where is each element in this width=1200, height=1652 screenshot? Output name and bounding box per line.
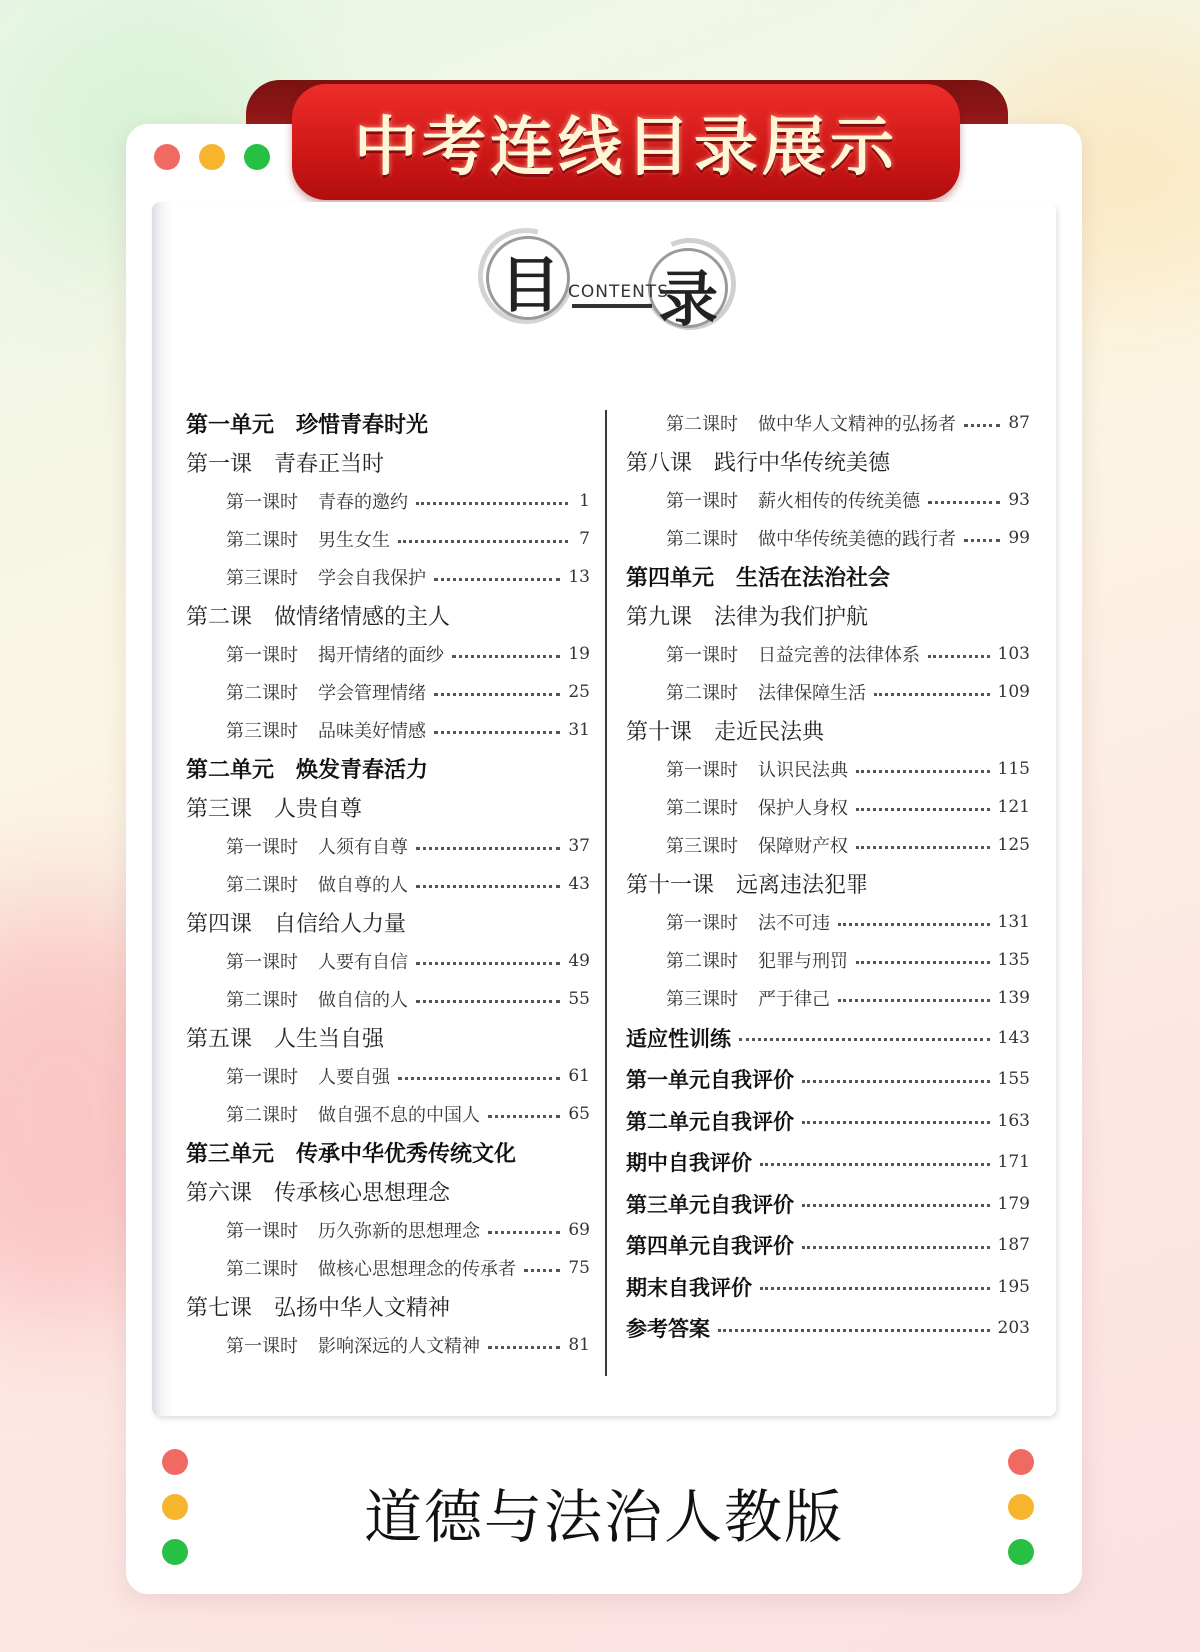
toc-lesson-heading: [186, 596, 590, 635]
unit-label: 第一单元: [186, 413, 275, 438]
toc-entry: [626, 979, 1030, 1017]
toc-entry: [186, 482, 590, 520]
dot-leader: [488, 1115, 560, 1118]
lesson-label: 第三课: [186, 797, 253, 822]
page-number: 7: [579, 529, 590, 549]
lesson-title: 践行中华传统美德: [714, 451, 891, 476]
toc-lesson-heading: [626, 442, 1030, 481]
session-title: 做自尊的人: [318, 875, 408, 896]
session-title: 认识民法典: [758, 760, 848, 781]
lesson-title: 法律为我们护航: [714, 605, 869, 630]
page-number: 55: [568, 989, 590, 1009]
dot-leader: [416, 885, 560, 888]
page-number: 121: [997, 797, 1030, 817]
dot-leader: [856, 808, 990, 811]
toc-entry: [626, 1266, 1030, 1308]
dot-leader: [488, 1346, 560, 1349]
session-title: 揭开情绪的面纱: [318, 645, 444, 666]
page-number: 187: [997, 1235, 1030, 1256]
column-divider: [605, 410, 607, 1376]
dot-leader: [739, 1038, 990, 1041]
dot-leader: [874, 693, 990, 696]
session-label: 第一课时: [226, 492, 298, 513]
toc-entry: [626, 750, 1030, 788]
session-title: 学会管理情绪: [318, 683, 426, 704]
unit-title: 传承中华优秀传统文化: [296, 1142, 517, 1167]
lesson-label: 第一课: [186, 452, 253, 477]
toc-entry: [626, 635, 1030, 673]
page-number: 75: [568, 1258, 590, 1278]
toc-lesson-heading: [186, 1172, 590, 1211]
toc-entry: [626, 1183, 1030, 1225]
dot-leader: [928, 655, 990, 658]
dot-leader: [802, 1080, 990, 1083]
toc-entry: [626, 481, 1030, 519]
page-number: 163: [997, 1110, 1030, 1131]
session-label: 第一课时: [666, 913, 738, 934]
session-title: 做自强不息的中国人: [318, 1105, 480, 1126]
dot-leader: [416, 962, 560, 965]
dot-leader: [434, 578, 560, 581]
page-number: 69: [568, 1220, 590, 1240]
lesson-label: 第二课: [186, 605, 253, 630]
dot-leader: [964, 539, 1000, 542]
dot-leader: [928, 501, 1000, 504]
toc-left-column: [186, 404, 590, 1364]
session-title: 法不可违: [758, 913, 830, 934]
session-label: 第二课时: [666, 951, 738, 972]
dot-leader: [964, 424, 1000, 427]
lesson-title: 做情绪情感的主人: [274, 605, 451, 630]
toc-unit-heading: [186, 749, 590, 788]
session-title: 做核心思想理念的传承者: [318, 1259, 516, 1280]
session-title: 青春的邀约: [318, 492, 408, 513]
dot-leader: [856, 846, 990, 849]
page-number: 43: [568, 874, 590, 894]
banner-title: 中考连线目录展示: [354, 111, 898, 185]
lesson-label: 第七课: [186, 1296, 253, 1321]
footer-subtitle: 道德与法治人教版: [363, 1483, 844, 1551]
session-label: 第三课时: [226, 721, 298, 742]
toc-entry: [186, 558, 590, 596]
session-title: 历久弥新的思想理念: [318, 1221, 480, 1242]
toc-entry: [186, 711, 590, 749]
session-label: 第三课时: [226, 568, 298, 589]
lesson-label: 第四课: [186, 912, 253, 937]
lesson-title: 自信给人力量: [274, 912, 407, 937]
toc-lesson-heading: [186, 1018, 590, 1057]
toc-entry: [626, 1017, 1030, 1059]
page-number: 99: [1008, 528, 1030, 548]
page-number: 131: [997, 912, 1030, 932]
page-number: 61: [568, 1066, 590, 1086]
session-title: 人要有自信: [318, 952, 408, 973]
session-label: 第一课时: [226, 952, 298, 973]
unit-title: 生活在法治社会: [736, 566, 891, 591]
page-number: 93: [1008, 490, 1030, 510]
item-title: 参考答案: [626, 1317, 710, 1342]
dot-leader: [856, 770, 990, 773]
logo-char-left: 目: [500, 251, 560, 321]
toc-entry: [626, 1308, 1030, 1350]
dot-leader: [416, 1000, 560, 1003]
toc-lesson-heading: [186, 443, 590, 482]
page-number: 81: [568, 1335, 590, 1355]
toc-entry: [626, 1100, 1030, 1142]
session-label: 第一课时: [226, 837, 298, 858]
session-label: 第一课时: [226, 1336, 298, 1357]
toc-entry: [626, 903, 1030, 941]
toc-entry: [186, 865, 590, 903]
toc-entry: [626, 519, 1030, 557]
session-label: 第二课时: [226, 683, 298, 704]
dot-leader: [718, 1329, 990, 1332]
item-title: 第三单元自我评价: [626, 1192, 794, 1217]
session-title: 做自信的人: [318, 990, 408, 1011]
session-label: 第一课时: [226, 645, 298, 666]
toc-lesson-heading: [626, 711, 1030, 750]
session-title: 保障财产权: [758, 836, 848, 857]
dot-leader: [452, 655, 560, 658]
lesson-label: 第八课: [626, 451, 693, 476]
session-label: 第二课时: [226, 1259, 298, 1280]
session-label: 第二课时: [226, 1105, 298, 1126]
toc-lesson-heading: [626, 596, 1030, 635]
dot-leader: [398, 1077, 560, 1080]
page-number: 19: [568, 644, 590, 664]
session-label: 第二课时: [666, 683, 738, 704]
toc-entry: [186, 980, 590, 1018]
dot-leader: [838, 923, 990, 926]
session-title: 男生女生: [318, 530, 390, 551]
session-label: 第一课时: [226, 1221, 298, 1242]
session-title: 人须有自尊: [318, 837, 408, 858]
contents-logo: [472, 228, 740, 340]
lesson-label: 第五课: [186, 1027, 253, 1052]
session-label: 第一课时: [666, 645, 738, 666]
session-label: 第一课时: [226, 1067, 298, 1088]
toc-entry: [186, 827, 590, 865]
session-label: 第一课时: [666, 760, 738, 781]
toc-unit-heading: [626, 557, 1030, 596]
dot-leader: [488, 1231, 560, 1234]
session-title: 品味美好情感: [318, 721, 426, 742]
session-title: 犯罪与刑罚: [758, 951, 848, 972]
dot-leader: [760, 1287, 990, 1290]
session-label: 第二课时: [666, 529, 738, 550]
page-number: 143: [997, 1027, 1030, 1048]
session-label: 第三课时: [666, 989, 738, 1010]
session-label: 第二课时: [226, 875, 298, 896]
session-title: 法律保障生活: [758, 683, 866, 704]
toc-lesson-heading: [186, 788, 590, 827]
page-number: 115: [997, 759, 1030, 779]
toc-entry: [186, 1326, 590, 1364]
dot-leader: [838, 999, 990, 1002]
item-title: 期中自我评价: [626, 1151, 752, 1176]
toc-entry: [626, 673, 1030, 711]
dot-leader: [802, 1246, 990, 1249]
page-number: 195: [997, 1276, 1030, 1297]
session-title: 薪火相传的传统美德: [758, 491, 920, 512]
toc-entry: [186, 1249, 590, 1287]
lesson-title: 传承核心思想理念: [274, 1181, 451, 1206]
lesson-title: 走近民法典: [714, 720, 825, 745]
toc-entry: [626, 1059, 1030, 1101]
dot-leader: [524, 1269, 560, 1272]
page-number: 125: [997, 835, 1030, 855]
item-title: 期末自我评价: [626, 1275, 752, 1300]
session-label: 第二课时: [666, 414, 738, 435]
dot-leader: [760, 1163, 990, 1166]
page-number: 31: [568, 720, 590, 740]
logo-english: CONTENTS: [568, 282, 669, 302]
session-label: 第二课时: [666, 798, 738, 819]
page-number: 1: [579, 491, 590, 511]
unit-label: 第四单元: [626, 566, 715, 591]
toc-entry: [186, 942, 590, 980]
session-title: 影响深远的人文精神: [318, 1336, 480, 1357]
unit-label: 第三单元: [186, 1142, 275, 1167]
window-dot-yellow: [199, 144, 225, 170]
lesson-title: 人生当自强: [274, 1027, 385, 1052]
lesson-label: 第九课: [626, 605, 693, 630]
session-title: 做中华传统美德的践行者: [758, 529, 956, 550]
dot-leader: [434, 731, 560, 734]
page-number: 37: [568, 836, 590, 856]
page-number: 139: [997, 988, 1030, 1008]
lesson-label: 第十课: [626, 720, 693, 745]
dot-leader: [802, 1121, 990, 1124]
dot-leader: [398, 540, 568, 543]
toc-lesson-heading: [626, 864, 1030, 903]
dot-leader: [416, 502, 568, 505]
item-title: 第一单元自我评价: [626, 1068, 794, 1093]
toc-entry: [186, 1057, 590, 1095]
dot-leader: [434, 693, 560, 696]
page-number: 49: [568, 951, 590, 971]
lesson-label: 第十一课: [626, 873, 715, 898]
session-title: 做中华人文精神的弘扬者: [758, 414, 956, 435]
logo-char-right: 录: [658, 265, 718, 335]
session-title: 学会自我保护: [318, 568, 426, 589]
page-number: 65: [568, 1104, 590, 1124]
session-title: 人要自强: [318, 1067, 390, 1088]
session-title: 保护人身权: [758, 798, 848, 819]
toc-lesson-heading: [186, 903, 590, 942]
page-number: 179: [997, 1193, 1030, 1214]
dot-leader: [416, 847, 560, 850]
unit-title: 焕发青春活力: [296, 758, 429, 783]
session-label: 第二课时: [226, 530, 298, 551]
toc-entry: [186, 673, 590, 711]
toc-entry: [186, 1095, 590, 1133]
lesson-title: 远离违法犯罪: [736, 873, 869, 898]
window-dot-red: [154, 144, 180, 170]
lesson-label: 第六课: [186, 1181, 253, 1206]
page-number: 87: [1008, 413, 1030, 433]
toc-lesson-heading: [186, 1287, 590, 1326]
toc-entry: [626, 941, 1030, 979]
logo-underline: [572, 304, 652, 308]
window-dot-green: [244, 144, 270, 170]
lesson-title: 青春正当时: [274, 452, 385, 477]
page-number: 135: [997, 950, 1030, 970]
page-number: 25: [568, 682, 590, 702]
toc-entry: [186, 635, 590, 673]
toc-right-column: [626, 404, 1030, 1349]
dot-leader: [856, 961, 990, 964]
unit-label: 第二单元: [186, 758, 275, 783]
banner-ribbon: [292, 84, 960, 200]
dot-leader: [802, 1204, 990, 1207]
page-number: 203: [997, 1318, 1030, 1339]
page-number: 13: [568, 567, 590, 587]
page-number: 109: [997, 682, 1030, 702]
unit-title: 珍惜青春时光: [296, 413, 429, 438]
toc-entry: [626, 788, 1030, 826]
item-title: 适应性训练: [626, 1026, 731, 1051]
toc-unit-heading: [186, 1133, 590, 1172]
session-label: 第一课时: [666, 491, 738, 512]
page-number: 155: [997, 1069, 1030, 1090]
toc-entry: [626, 1142, 1030, 1184]
toc-entry: [626, 1225, 1030, 1267]
session-title: 严于律己: [758, 989, 830, 1010]
item-title: 第二单元自我评价: [626, 1109, 794, 1134]
toc-entry: [626, 826, 1030, 864]
page-number: 171: [997, 1152, 1030, 1173]
toc-entry: [186, 1211, 590, 1249]
session-label: 第二课时: [226, 990, 298, 1011]
lesson-title: 人贵自尊: [274, 797, 363, 822]
session-label: 第三课时: [666, 836, 738, 857]
toc-entry: [186, 520, 590, 558]
page-number: 103: [997, 644, 1030, 664]
session-title: 日益完善的法律体系: [758, 645, 920, 666]
toc-unit-heading: [186, 404, 590, 443]
toc-entry: [626, 404, 1030, 442]
lesson-title: 弘扬中华人文精神: [274, 1296, 451, 1321]
item-title: 第四单元自我评价: [626, 1234, 794, 1259]
